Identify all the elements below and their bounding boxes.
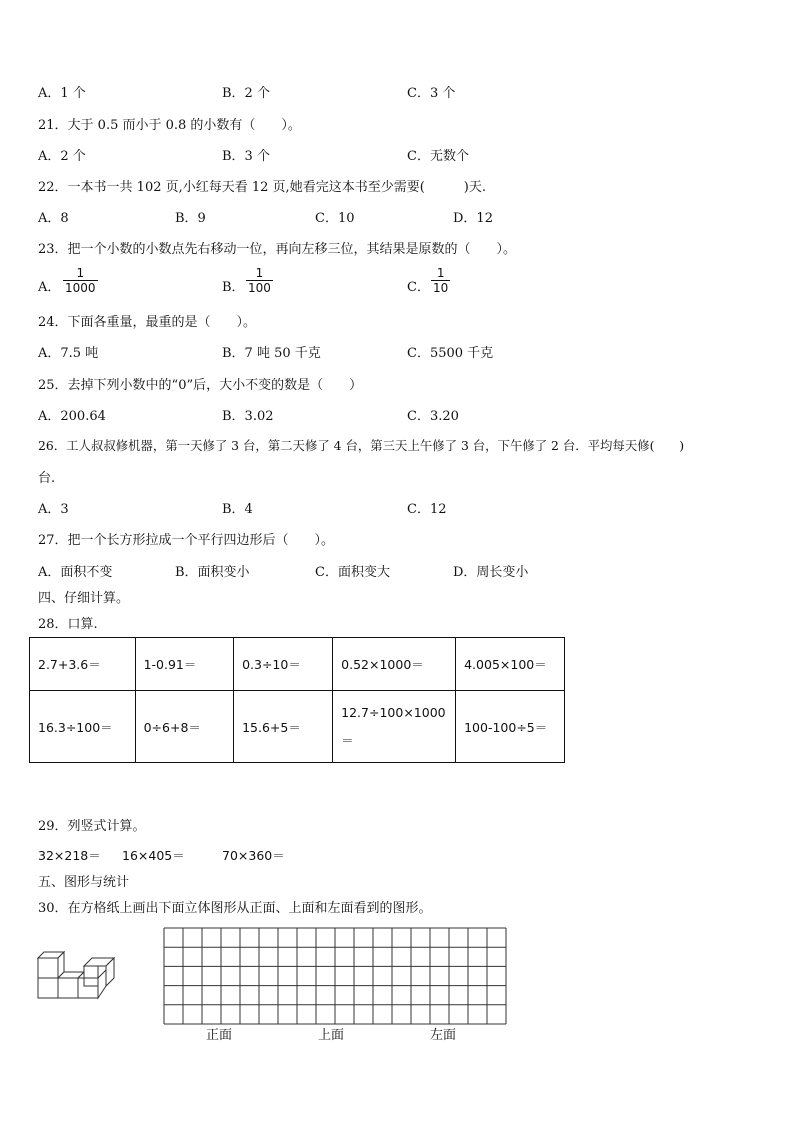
q22-stem: 22．一本书一共 102 页,小红每天看 12 页,她看完这本书至少需要( )天. (38, 180, 486, 195)
table-cell: 2.7+3.6＝ (30, 638, 136, 691)
left-view-label: 左面 (430, 1028, 457, 1043)
q29-stem: 29．列竖式计算。 (38, 819, 146, 834)
front-view-label: 正面 (206, 1028, 233, 1043)
fraction-denominator: 1000 (65, 281, 96, 295)
q26-option-c: C．12 (407, 502, 447, 517)
q23-option-c-fraction (431, 266, 450, 295)
q30-stem: 30．在方格纸上画出下面立体图形从正面、上面和左面看到的图形。 (38, 901, 432, 916)
q22-option-b: B．9 (175, 211, 206, 226)
q23-option-c-prefix: C． (407, 280, 430, 295)
q21-option-c: C．无数个 (407, 149, 469, 164)
q23-stem: 23．把一个小数的小数点先右移动一位，再向左移三位，其结果是原数的（ ）。 (38, 242, 517, 257)
q21-option-b: B．3 个 (222, 149, 270, 164)
table-cell: 0.3÷10＝ (234, 638, 333, 691)
q27-stem: 27．把一个长方形拉成一个平行四边形后（ ）。 (38, 533, 335, 548)
table-row (30, 691, 565, 763)
q24-option-c: C．5500 千克 (407, 346, 494, 361)
q28-stem: 28．口算. (38, 617, 98, 632)
q21-option-a: A．2 个 (38, 149, 86, 164)
q27-option-b: B．面积变小 (175, 565, 250, 580)
table-row (30, 638, 565, 691)
q26-option-a: A．3 (38, 502, 69, 517)
table-cell: 12.7÷100×1000 ＝ (333, 691, 456, 763)
q29-item-1: 32×218＝ (38, 848, 101, 863)
q22-option-a: A．8 (38, 211, 69, 226)
top-view-label: 上面 (318, 1028, 345, 1043)
q23-option-b-prefix: B． (222, 280, 245, 295)
table-cell: 0÷6+8＝ (135, 691, 233, 763)
q20-option-c: C．3 个 (407, 86, 456, 101)
q20-option-b: B．2 个 (222, 86, 270, 101)
cube-solid-figure (36, 948, 118, 1002)
fraction-denominator: 10 (433, 281, 449, 295)
q24-stem: 24．下面各重量，最重的是（ ）。 (38, 315, 257, 330)
table-cell: 4.005×100＝ (456, 638, 565, 691)
q22-option-c: C．10 (315, 211, 355, 226)
table-cell: 15.6+5＝ (234, 691, 333, 763)
q20-option-a: A．1 个 (38, 86, 86, 101)
q26-stem: 26．工人叔叔修机器，第一天修了 3 台，第二天修了 4 台，第三天上午修了 3 台，下午修了 2 台．平均每天修( ) (38, 438, 685, 453)
q29-item-3: 70×360＝ (222, 848, 285, 863)
fraction-numerator: 1 (255, 266, 264, 280)
table-cell: 100-100÷5＝ (456, 691, 565, 763)
table-cell: 16.3÷100＝ (30, 691, 136, 763)
q27-option-c: C．面积变大 (315, 565, 390, 580)
mental-math-table (29, 637, 565, 763)
fraction-numerator: 1 (436, 266, 445, 280)
table-cell: 0.52×1000＝ (333, 638, 456, 691)
fraction-denominator: 100 (248, 281, 271, 295)
q23-option-a-fraction (63, 266, 98, 295)
q26-stem-continuation: 台. (38, 471, 56, 486)
q23-option-b-fraction (246, 266, 273, 295)
q25-option-b: B．3.02 (222, 409, 274, 424)
section-heading-5: 五、图形与统计 (38, 875, 130, 890)
q26-option-b: B．4 (222, 502, 253, 517)
q25-option-a: A．200.64 (38, 409, 106, 424)
q22-option-d: D．12 (453, 211, 493, 226)
q27-option-a: A．面积不变 (38, 565, 113, 580)
q24-option-a: A．7.5 吨 (38, 346, 99, 361)
q24-option-b: B．7 吨 50 千克 (222, 346, 321, 361)
square-grid-paper (163, 927, 507, 1025)
q23-option-a-prefix: A． (38, 280, 61, 295)
fraction-numerator: 1 (76, 266, 85, 280)
q21-stem: 21．大于 0.5 而小于 0.8 的小数有（ ）。 (38, 118, 301, 133)
q27-option-d: D．周长变小 (453, 565, 529, 580)
section-heading-4: 四、仔细计算。 (38, 591, 130, 606)
q25-option-c: C．3.20 (407, 409, 459, 424)
q25-stem: 25．去掉下列小数中的“0”后，大小不变的数是（ ） (38, 378, 363, 393)
q29-item-2: 16×405＝ (122, 848, 185, 863)
table-cell: 1-0.91＝ (135, 638, 233, 691)
